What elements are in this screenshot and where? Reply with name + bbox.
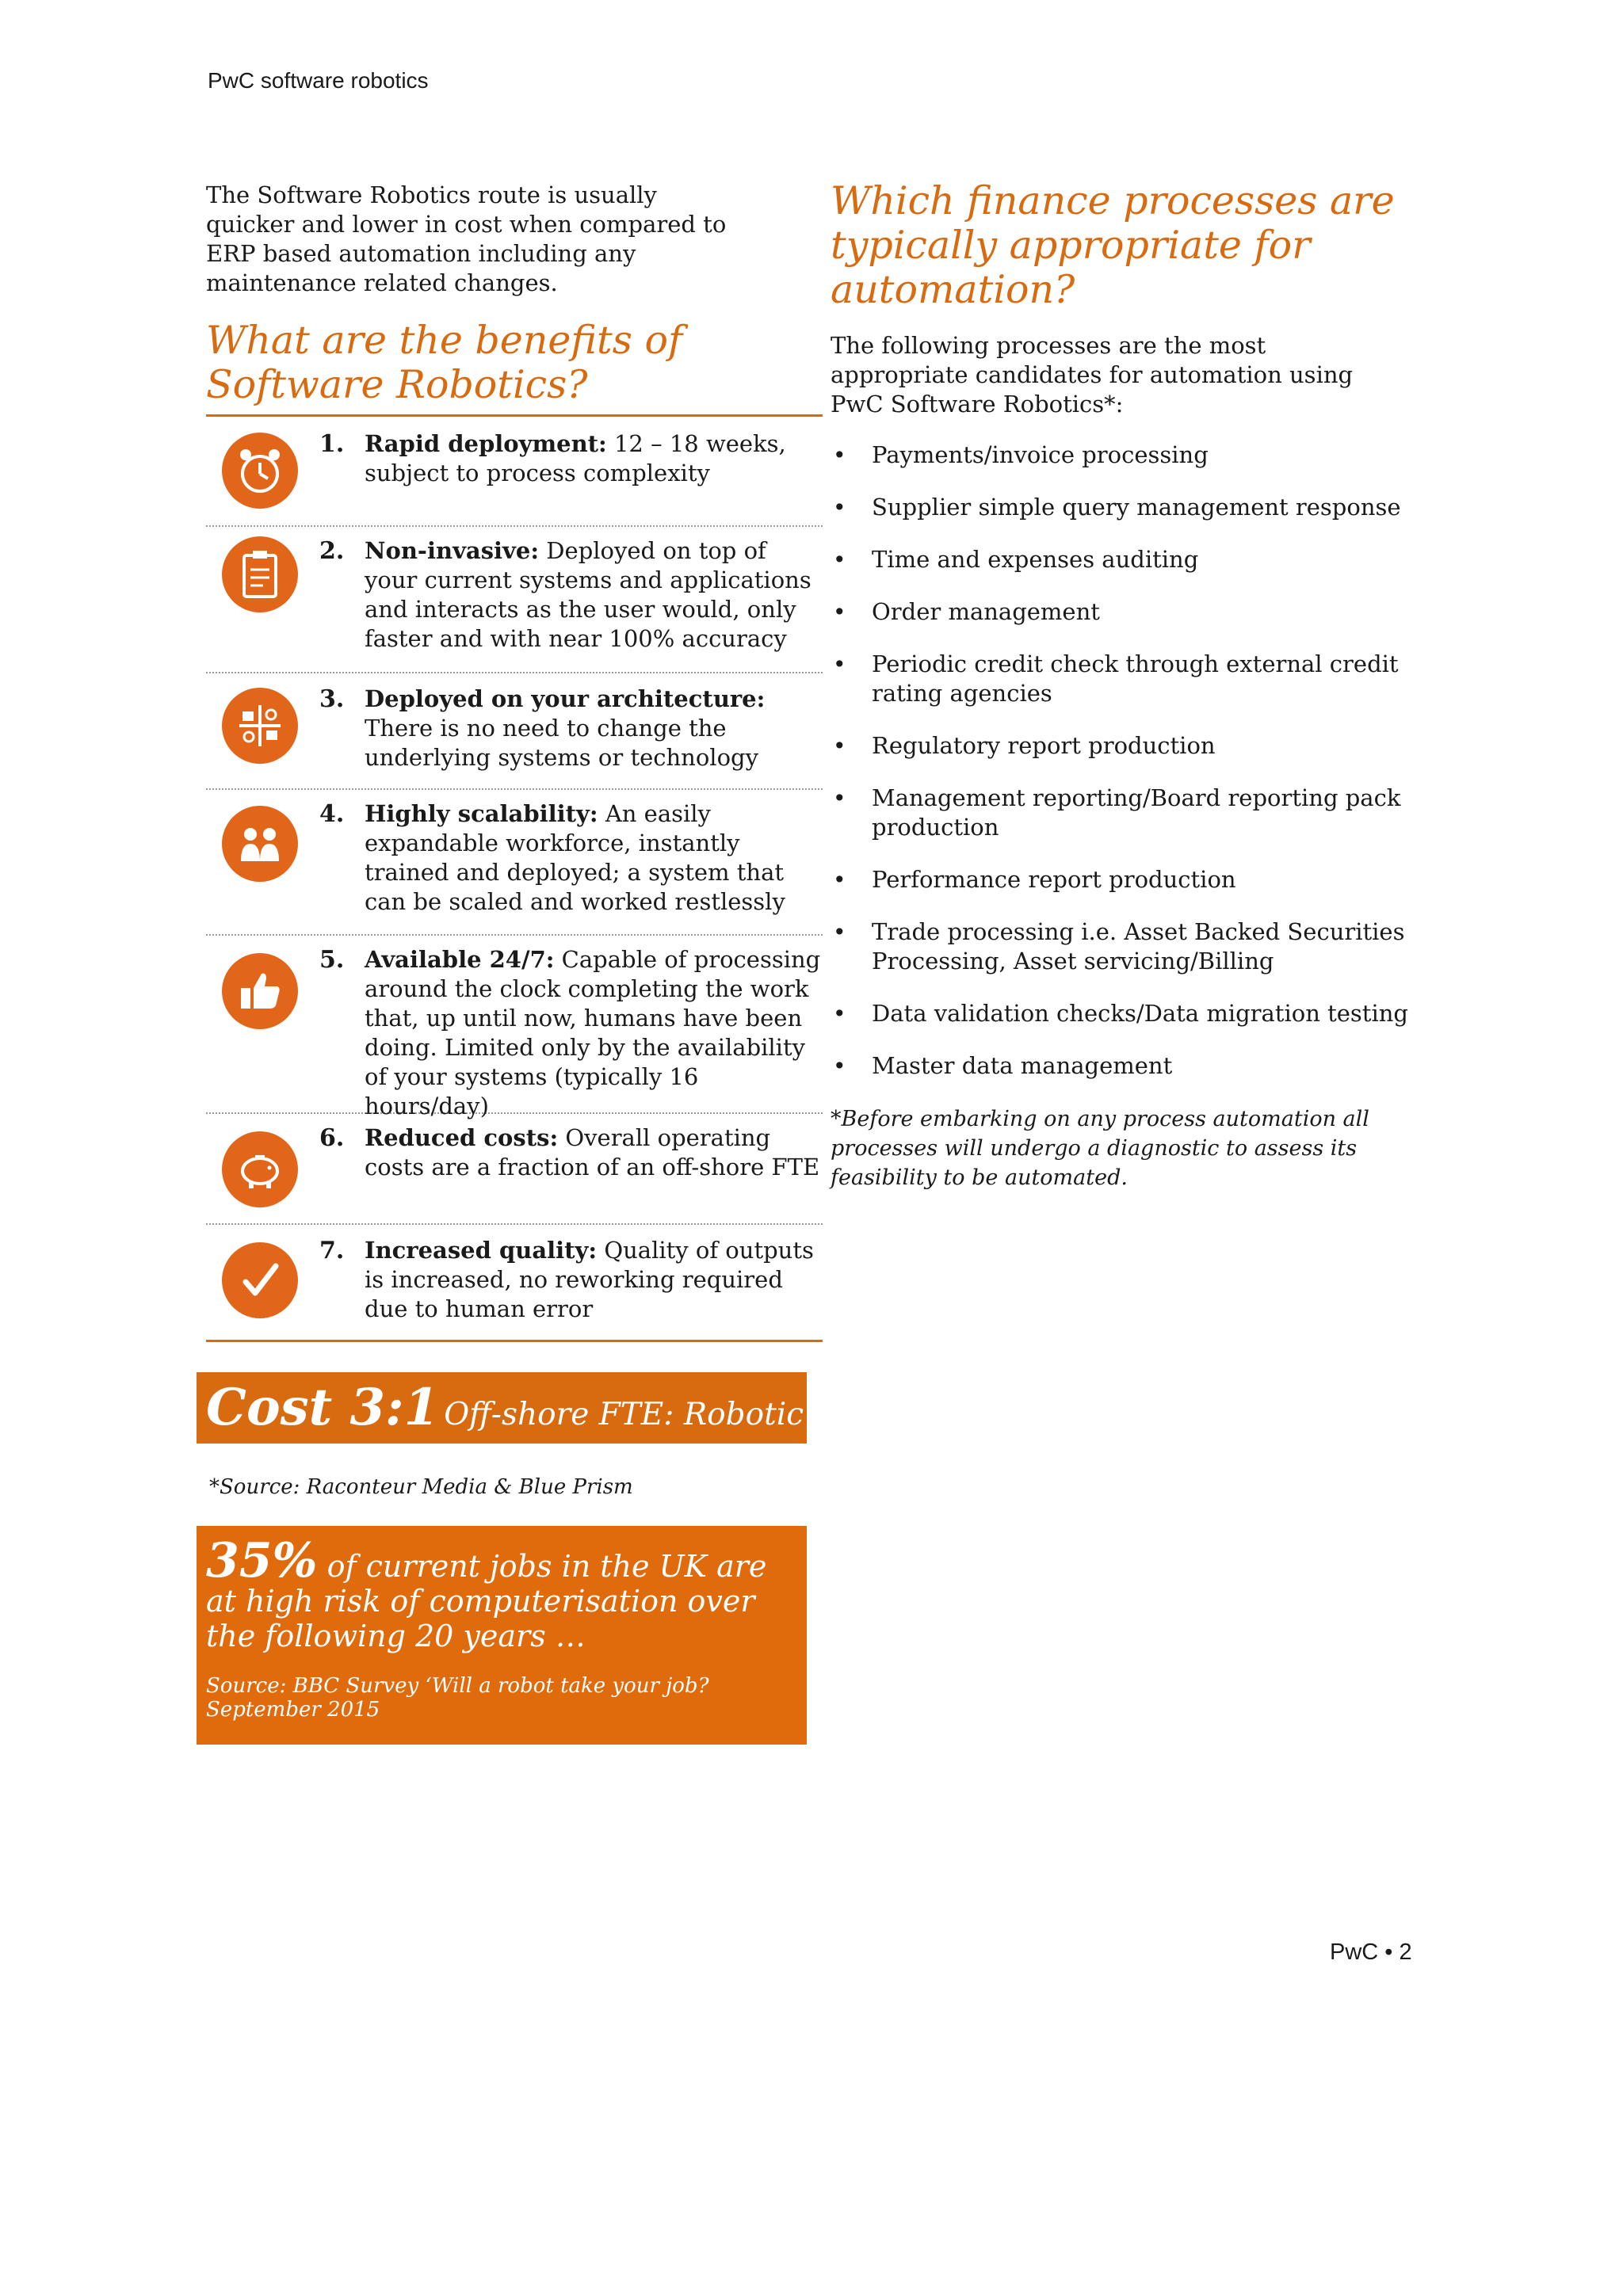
benefit-description: Deployed on top of your current systems and applications and interacts as the user would, only faster and with near 100% accuracy: [365, 537, 812, 652]
bullet-icon: •: [833, 442, 846, 468]
process-label: Trade processing i.e. Asset Backed Securities Processing, Asset servicing/Billing: [872, 918, 1405, 974]
benefit-item: [206, 527, 823, 673]
bullet-icon: •: [833, 1001, 846, 1027]
benefit-number: 1.: [319, 430, 345, 458]
benefit-item: [206, 418, 823, 527]
jobs-callout: [197, 1526, 807, 1745]
process-label: Time and expenses auditing: [872, 546, 1199, 573]
benefit-text: [365, 1123, 824, 1182]
thumbs-up-icon: [222, 953, 298, 1029]
benefit-text: [365, 799, 824, 917]
cost-ratio: Cost 3:1: [206, 1378, 440, 1437]
bullet-icon: •: [833, 547, 846, 573]
benefit-item: [206, 1225, 823, 1342]
benefit-item: [206, 1114, 823, 1225]
process-list-item: [831, 865, 1417, 894]
process-label: Master data management: [872, 1052, 1173, 1079]
benefit-item: [206, 673, 823, 790]
bullet-icon: •: [833, 599, 846, 625]
alarm-clock-icon: [222, 433, 298, 509]
benefit-description: Quality of outputs is increased, no reworking required due to human error: [365, 1237, 814, 1322]
benefit-description: There is no need to change the underlying systems or technology: [365, 715, 758, 771]
process-list-item: [831, 731, 1417, 761]
benefit-text: [365, 1236, 824, 1324]
benefits-divider: [206, 414, 823, 417]
process-label: Periodic credit check through external credit rating agencies: [872, 650, 1399, 707]
process-list-item: [831, 1051, 1417, 1081]
cost-label: Off-shore FTE: Robotic FTE: [444, 1397, 878, 1432]
benefit-text: [365, 685, 824, 772]
benefit-title: Non-invasive:: [365, 537, 540, 564]
benefit-title: Increased quality:: [365, 1237, 598, 1264]
source-note: *Source: Raconteur Media & Blue Prism: [209, 1475, 633, 1499]
process-list-item: [831, 597, 1417, 627]
benefit-title: Highly scalability:: [365, 800, 598, 827]
benefit-description: 12 – 18 weeks, subject to process complexity: [365, 430, 786, 486]
process-list-item: [831, 650, 1417, 708]
benefit-description: Capable of processing around the clock completing the work that, up until now, humans have been doing. Limited only by the availability of your systems (typically 16 hours/day): [365, 946, 821, 1119]
bullet-icon: •: [833, 733, 846, 759]
bullet-icon: •: [833, 785, 846, 811]
benefit-number: 7.: [319, 1237, 345, 1264]
benefits-list: [206, 418, 823, 1342]
clipboard-icon: [222, 536, 298, 612]
process-list: [831, 441, 1417, 1104]
intro-paragraph: The Software Robotics route is usually quicker and lower in cost when compared to ERP based automation including any maintenance related changes.: [206, 181, 727, 296]
process-label: Order management: [872, 598, 1100, 625]
process-list-item: [831, 441, 1417, 470]
checkmark-icon: [222, 1242, 298, 1318]
benefit-text: [365, 429, 824, 488]
benefit-number: 2.: [319, 537, 345, 565]
piggy-bank-icon: [222, 1131, 298, 1207]
process-list-item: [831, 493, 1417, 522]
benefit-title: Deployed on your architecture:: [365, 685, 766, 712]
architecture-icon: [222, 688, 298, 764]
benefit-item: [206, 936, 823, 1119]
benefit-text: [365, 945, 824, 1121]
benefit-number: 6.: [319, 1124, 345, 1152]
benefit-text: [365, 536, 824, 654]
processes-note: *Before embarking on any process automation all processes will undergo a diagnostic to assess its feasibility to be automated.: [831, 1107, 1369, 1190]
workforce-icon: [222, 806, 298, 882]
process-list-item: [831, 784, 1417, 842]
benefit-number: 5.: [319, 946, 345, 974]
benefit-title: Rapid deployment:: [365, 430, 607, 457]
bullet-icon: •: [833, 919, 846, 945]
jobs-source: Source: BBC Survey ‘Will a robot take your job? September 2015: [206, 1674, 709, 1722]
process-label: Performance report production: [872, 866, 1236, 893]
benefit-description: Overall operating costs are a fraction of an off-shore FTE: [365, 1124, 820, 1180]
benefit-title: Reduced costs:: [365, 1124, 559, 1151]
process-list-item: [831, 999, 1417, 1028]
benefit-number: 3.: [319, 685, 345, 713]
process-label: Regulatory report production: [872, 732, 1216, 759]
page-header: PwC software robotics: [208, 68, 429, 93]
jobs-percentage: 35%: [206, 1533, 318, 1589]
process-label: Supplier simple query management response: [872, 494, 1401, 521]
bullet-icon: •: [833, 867, 846, 893]
processes-intro: The following processes are the most appropriate candidates for automation using PwC Software Robotics*:: [831, 332, 1354, 418]
benefit-description: An easily expandable workforce, instantly trained and deployed; a system that can be scaled and worked restlessly: [365, 800, 785, 915]
bullet-icon: •: [833, 494, 846, 521]
bullet-icon: •: [833, 651, 846, 677]
jobs-description: of current jobs in the UK are at high risk of computerisation over the following 20 years …: [206, 1549, 767, 1653]
page-footer: PwC • 2: [1330, 1939, 1412, 1965]
benefit-title: Available 24/7:: [365, 946, 555, 973]
jobs-statement: [206, 1533, 797, 1653]
process-list-item: [831, 545, 1417, 574]
process-label: Payments/invoice processing: [872, 441, 1209, 468]
processes-heading: Which finance processes are typically appropriate for automation?: [831, 178, 1395, 312]
bullet-icon: •: [833, 1053, 846, 1079]
benefit-number: 4.: [319, 800, 345, 828]
process-list-item: [831, 917, 1417, 976]
benefits-heading: What are the benefits of Software Robotics?: [206, 318, 683, 407]
benefit-item: [206, 790, 823, 936]
process-label: Data validation checks/Data migration testing: [872, 1000, 1408, 1027]
cost-callout: [197, 1372, 878, 1444]
process-label: Management reporting/Board reporting pack production: [872, 784, 1401, 841]
